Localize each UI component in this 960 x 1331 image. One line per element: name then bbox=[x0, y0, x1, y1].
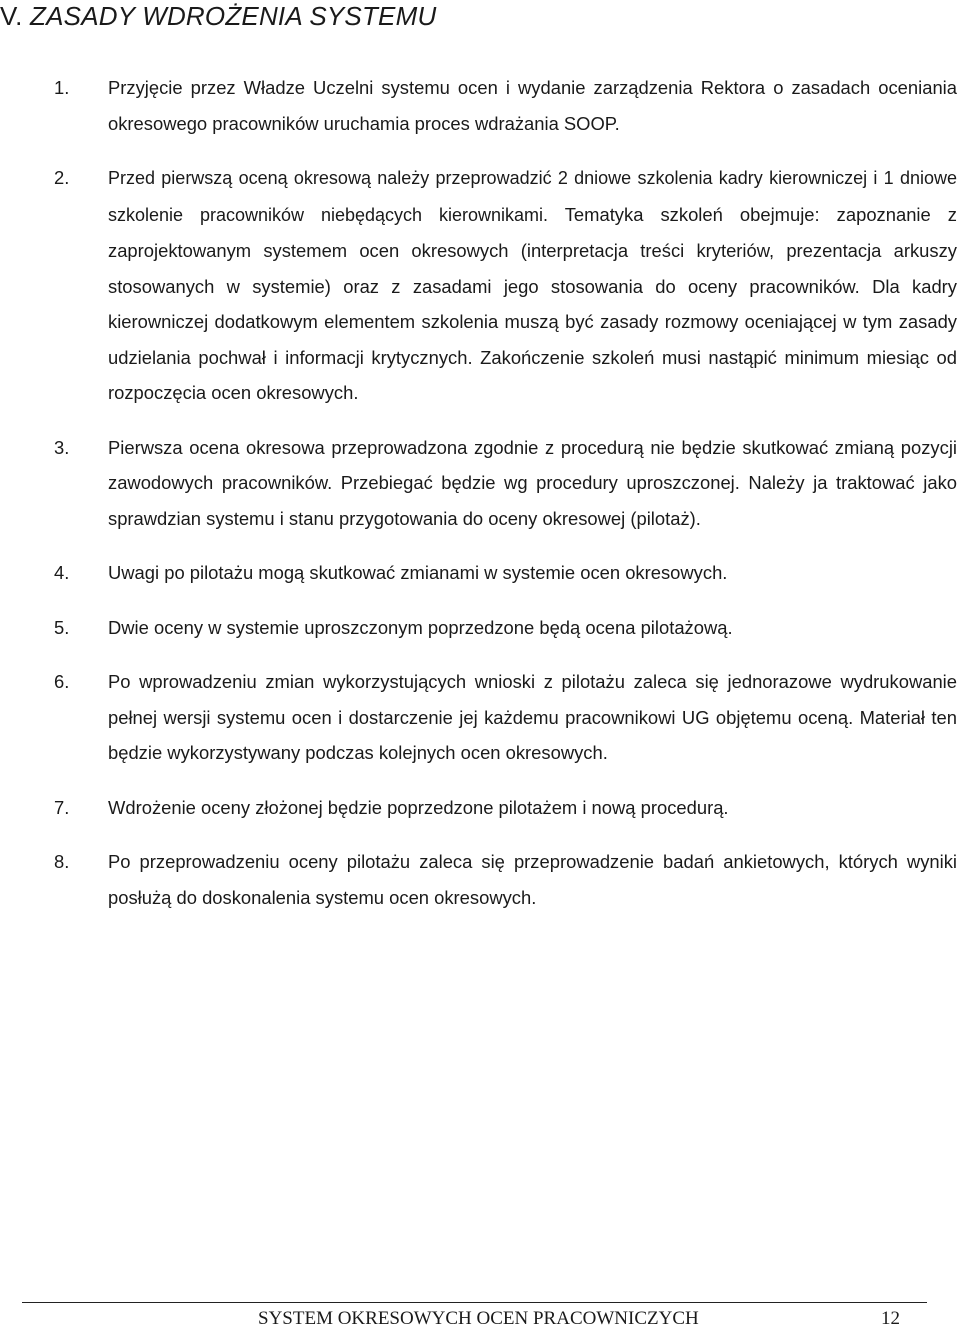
section-heading bbox=[0, 0, 436, 32]
list-item-text bbox=[108, 160, 957, 411]
list-item bbox=[0, 844, 960, 915]
list-item-text: Pierwsza ocena okresowa przeprowadzona zgodnie z procedurą nie będzie skutkować zmianą pozycji zawodowych pracowników. Przebiegać będzie wg procedury uproszczonej. Należy ja traktować jako sprawdzian systemu i stanu przygotowania do oceny okresowej (pilotaż). bbox=[108, 436, 957, 529]
footer-divider bbox=[22, 1302, 927, 1303]
list-item-number: 8. bbox=[54, 851, 70, 872]
section-number: V. bbox=[0, 1, 23, 31]
list-item-number: 4. bbox=[54, 562, 70, 583]
list-item-text: Uwagi po pilotażu mogą skutkować zmianami w systemie ocen okresowych. bbox=[108, 562, 728, 583]
list-item-number: 1. bbox=[54, 77, 70, 98]
list-item-number: 6. bbox=[54, 671, 70, 692]
list-item bbox=[0, 430, 960, 537]
list-item-text: Dwie oceny w systemie uproszczonym poprzedzone będą ocena pilotażową. bbox=[108, 616, 733, 638]
list-item bbox=[0, 555, 960, 591]
footer-title: SYSTEM OKRESOWYCH OCEN PRACOWNICZYCH bbox=[258, 1308, 699, 1329]
list-item-number: 2. bbox=[54, 167, 70, 188]
list-item bbox=[0, 664, 960, 771]
list-item-text: Przyjęcie przez Władze Uczelni systemu ocen i wydanie zarządzenia Rektora o zasadach oceniania okresowego pracowników uruchamia proces wdrażania SOOP. bbox=[108, 77, 957, 134]
page-footer bbox=[258, 1307, 900, 1331]
list-item-text-part: Tematyka szkoleń obejmuje: zapoznanie z zaprojektowanym systemem ocen okresowych (interpretacja treści kryteriów, prezentacja arkuszy stosowanych w systemie) oraz z zasadami jego stosowania do oceny pracowników. Dla kadry kierowniczej dodatkowym elementem szkolenia muszą być zasady rozmowy oceniającej w tym zasady udzielania pochwał i informacji krytycznych. Zakończenie szkoleń musi nastąpić minimum miesiąc od rozpoczęcia ocen okresowych. bbox=[108, 203, 957, 403]
page-number: 12 bbox=[881, 1308, 900, 1329]
numbered-list bbox=[0, 70, 960, 934]
list-item bbox=[0, 160, 960, 411]
list-item bbox=[0, 790, 960, 826]
section-title: ZASADY WDROŻENIA SYSTEMU bbox=[30, 1, 437, 31]
list-item-text: Wdrożenie oceny złożonej będzie poprzedzone pilotażem i nową procedurą. bbox=[108, 796, 729, 818]
list-item bbox=[0, 610, 960, 646]
list-item-number: 5. bbox=[54, 616, 70, 638]
list-item-text: Po przeprowadzeniu oceny pilotażu zaleca się przeprowadzenie badań ankietowych, których wyniki posłużą do doskonalenia systemu ocen okresowych. bbox=[108, 851, 957, 908]
list-item-number: 3. bbox=[54, 436, 70, 458]
list-item-number: 7. bbox=[54, 796, 70, 818]
list-item-text-part: Przed pierwszą oceną okresową należy przeprowadzić 2 dniowe szkolenia kadry kierowniczej i 1 dniowe szkolenie pracowników niebędących kierownikami. bbox=[108, 168, 957, 225]
list-item bbox=[0, 70, 960, 141]
list-item-text: Po wprowadzeniu zmian wykorzystujących wnioski z pilotażu zaleca się jednorazowe wydrukowanie pełnej wersji systemu ocen i dostarczenie jej każdemu pracownikowi UG objętemu oceną. Materiał ten będzie wykorzystywany podczas kolejnych ocen okresowych. bbox=[108, 671, 957, 763]
